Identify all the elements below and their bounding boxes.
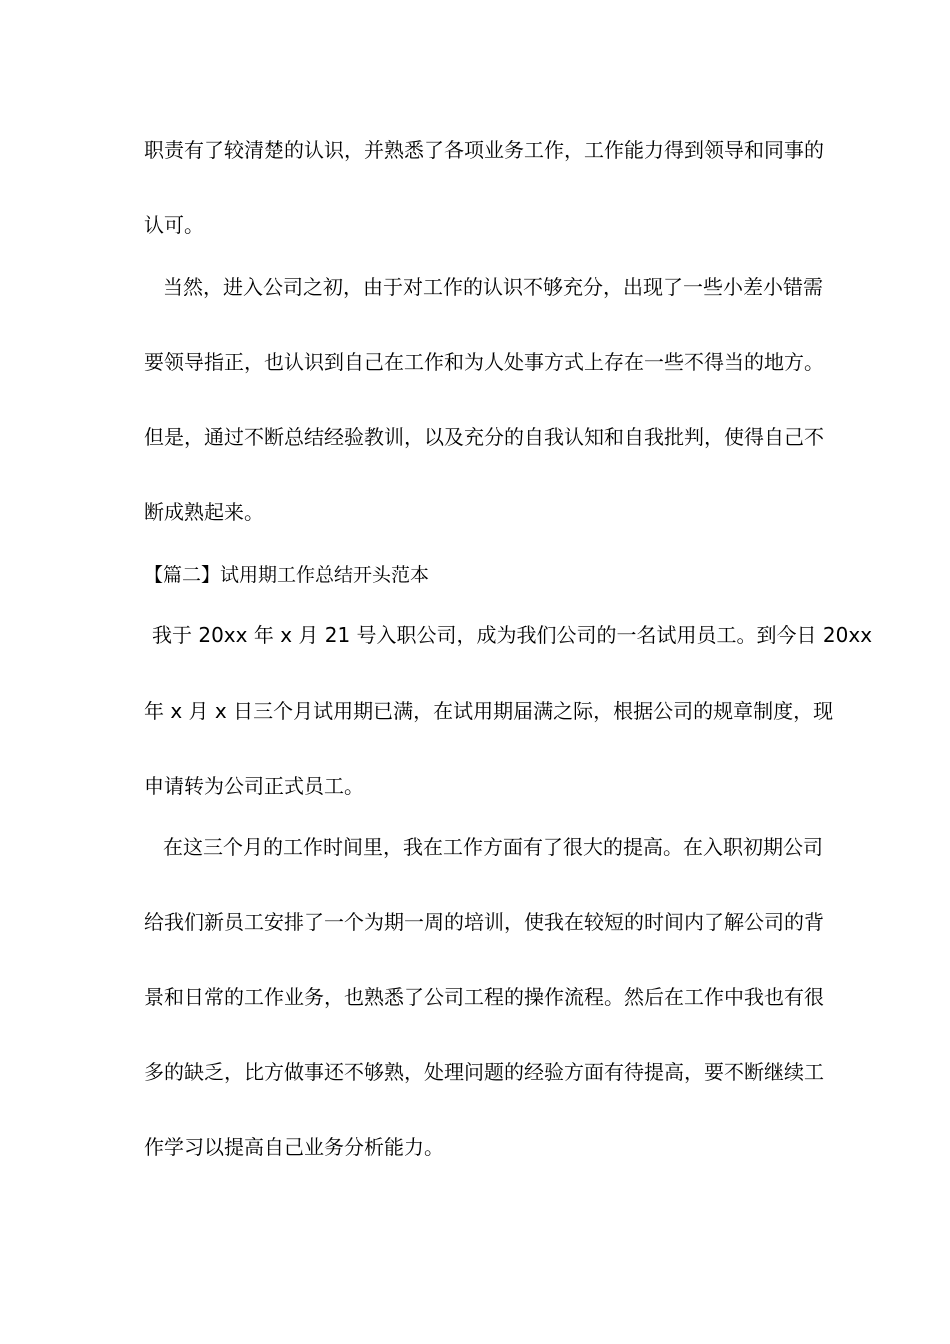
paragraph-4-line-2: 给我们新员工安排了一个为期一周的培训，使我在较短的时间内了解公司的背 [144, 910, 824, 934]
paragraph-1-line-2: 认可。 [144, 213, 204, 237]
paragraph-2-line-3: 但是，通过不断总结经验教训，以及充分的自我认知和自我批判，使得自己不 [144, 425, 824, 449]
paragraph-3-line-1: 我于 20xx 年 x 月 21 号入职公司，成为我们公司的一名试用员工。到今日 20xx [152, 623, 873, 647]
paragraph-2-line-1: 当然，进入公司之初，由于对工作的认识不够充分，出现了一些小差小错需 [163, 275, 823, 299]
paragraph-1-line-1: 职责有了较清楚的认识，并熟悉了各项业务工作，工作能力得到领导和同事的 [144, 138, 824, 162]
paragraph-3-line-2: 年 x 月 x 日三个月试用期已满，在试用期届满之际，根据公司的规章制度，现 [144, 699, 834, 723]
paragraph-4-line-3: 景和日常的工作业务，也熟悉了公司工程的操作流程。然后在工作中我也有很 [144, 985, 824, 1009]
section-heading: 【篇二】试用期工作总结开头范本 [144, 564, 430, 586]
paragraph-3-line-3: 申请转为公司正式员工。 [144, 774, 364, 798]
paragraph-4-line-1: 在这三个月的工作时间里，我在工作方面有了很大的提高。在入职初期公司 [163, 835, 823, 859]
paragraph-4-line-5: 作学习以提高自己业务分析能力。 [144, 1135, 444, 1159]
paragraph-2-line-2: 要领导指正，也认识到自己在工作和为人处事方式上存在一些不得当的地方。 [144, 350, 824, 374]
paragraph-4-line-4: 多的缺乏，比方做事还不够熟，处理问题的经验方面有待提高，要不断继续工 [144, 1060, 824, 1084]
paragraph-2-line-4: 断成熟起来。 [144, 500, 264, 524]
